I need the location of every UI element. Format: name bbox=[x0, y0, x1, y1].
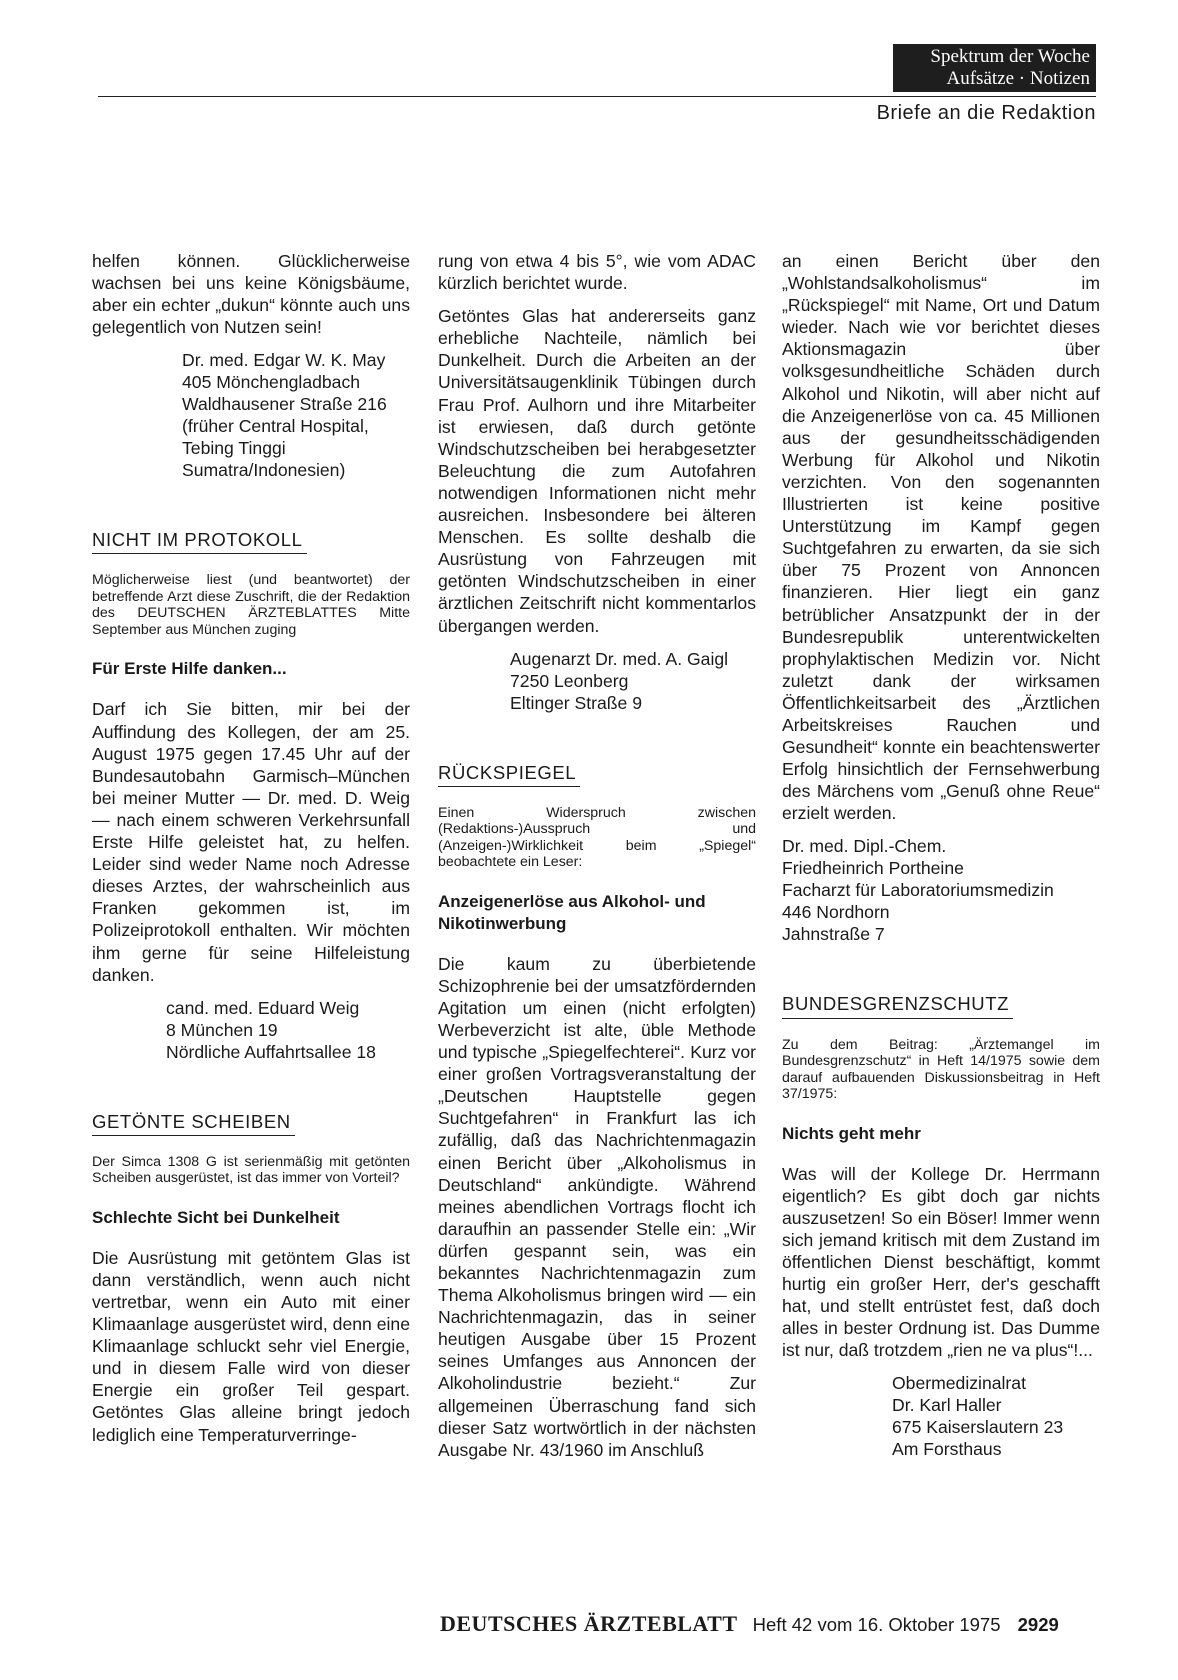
header-rule bbox=[98, 96, 1096, 97]
page-number: 2929 bbox=[1017, 1614, 1059, 1635]
signature-line: Sumatra/Indonesien) bbox=[182, 460, 346, 481]
paragraph: Was will der Kollege Dr. Herrmann eigentlich? Es gibt doch gar nichts auszusetzen! So ein Böser! Immer wenn sich jemand kritisch mit dem Zustand im öffentlichen Dienst beschäftigt, kommt hurtig ein großer Herr, der's geschafft hat, und stellt entrüstet fest, daß doch alles in bester Ordnung ist. Das Dumme ist nur, daß trotzdem „rien ne va plus“!... bbox=[782, 1163, 1100, 1361]
signature-line: cand. med. Eduard Weig bbox=[166, 997, 360, 1018]
signature-may bbox=[92, 349, 410, 481]
column-2 bbox=[438, 250, 756, 1472]
teaser: Einen Widerspruch zwischen (Redaktions-)Ausspruch und (Anzeigen-)Wirklichkeit beim „Spiegel“ beobachtete ein Leser: bbox=[438, 804, 756, 871]
signature-line: 405 Mönchengladbach bbox=[182, 372, 361, 393]
signature-line: Waldhausener Straße 216 bbox=[182, 394, 387, 415]
column-1 bbox=[92, 250, 410, 1457]
signature-portheine bbox=[782, 835, 1100, 945]
signature-line: Dr. Karl Haller bbox=[892, 1395, 1002, 1416]
signature-line: Jahnstraße 7 bbox=[782, 924, 885, 945]
rubric-bundesgrenzschutz: BUNDESGRENZSCHUTZ bbox=[782, 993, 1013, 1018]
letter-headline: Anzeigenerlöse aus Alkohol- und Nikotinwerbung bbox=[438, 891, 706, 933]
letter-headline: Schlechte Sicht bei Dunkelheit bbox=[92, 1207, 340, 1227]
paragraph: an einen Bericht über den „Wohlstandsalkoholismus“ im „Rückspiegel“ mit Name, Ort und Datum wieder. Nach wie vor berichtet dieses Aktionsmagazin über volksgesundheitliche Schäden durch Alkohol und Nikotin, will aber nicht auf die Anzeigenerlöse von ca. 45 Millionen aus der gesundheitsschädigenden Werbung für Alkohol und Nikotin verzichten. Von den sogenannten Illustrierten ist keine positive Unterstützung im Kampf gegen Suchtgefahren zu erwarten, da sie sich über 75 Prozent von Annoncen finanzieren. Hier liegt ein ganz betrüblicher Ansatzpunkt der in der Bundesrepublik unterentwickelten prophylaktischen Medizin vor. Nicht zuletzt dank der wirksamen Öffentlichkeitsarbeit des „Ärztlichen Arbeitskreises Rauchen und Gesundheit“ konnte ein beachtenswerter Erfolg hinsichtlich der Fernsehwerbung des Märchens vom „Genuß ohne Reue“ erzielt werden. bbox=[782, 251, 1100, 824]
signature-line: Nördliche Auffahrtsallee 18 bbox=[166, 1041, 376, 1062]
teaser: Der Simca 1308 G ist serienmäßig mit getönten Scheiben ausgerüstet, ist das immer von Vorteil? bbox=[92, 1153, 410, 1187]
signature-line: (früher Central Hospital, bbox=[182, 416, 369, 437]
signature-line: 7250 Leonberg bbox=[510, 670, 629, 691]
signature-line: 8 München 19 bbox=[166, 1019, 278, 1040]
column-3 bbox=[782, 250, 1100, 1472]
issue-info: Heft 42 vom 16. Oktober 1975 bbox=[752, 1614, 1001, 1635]
signature-haller bbox=[782, 1372, 1100, 1460]
signature-line: 446 Nordhorn bbox=[782, 902, 890, 923]
signature-line: Eltinger Straße 9 bbox=[510, 692, 643, 713]
header-box-line2: Aufsätze · Notizen bbox=[946, 68, 1090, 89]
rubric-nicht-im-protokoll: NICHT IM PROTOKOLL bbox=[92, 529, 307, 554]
rubric-rueckspiegel: RÜCKSPIEGEL bbox=[438, 762, 580, 787]
paragraph: rung von etwa 4 bis 5°, wie vom ADAC kürzlich berichtet wurde. bbox=[438, 251, 756, 294]
teaser: Möglicherweise liest (und beantwortet) der betreffende Arzt diese Zuschrift, die der Redaktion des DEUTSCHEN ÄRZTEBLATTES Mitte September aus München zuging bbox=[92, 572, 410, 638]
magazine-name: DEUTSCHES ÄRZTEBLATT bbox=[440, 1611, 738, 1636]
paragraph: Darf ich Sie bitten, mir bei der Auffindung des Kollegen, der am 25. August 1975 gegen 17.45 Uhr auf der Bundesautobahn Garmisch–München bei meiner Mutter — Dr. med. D. Weig — nach einem schweren Verkehrsunfall Erste Hilfe geleistet hat, zu helfen. Leider sind weder Name noch Adresse dieses Arztes, der wahrscheinlich aus Franken gekommen ist, im Polizeiprotokoll enthalten. Wir möchten ihm gerne für seine Hilfeleistung danken. bbox=[92, 699, 410, 985]
paragraph: Die Ausrüstung mit getöntem Glas ist dann verständlich, wenn auch nicht vertretbar, wenn ein Auto mit einer Klimaanlage ausgerüstet wird, denn eine Klimaanlage schluckt sehr viel Energie, und in diesem Falle wird von dieser Energie ein großer Teil gespart. Getöntes Glas alleine bringt jedoch lediglich eine Temperaturverringe- bbox=[92, 1247, 410, 1445]
signature-line: Dr. med. Edgar W. K. May bbox=[182, 350, 386, 371]
page-footer bbox=[440, 1611, 1059, 1637]
signature-line: Tebing Tinggi bbox=[182, 438, 286, 459]
signature-gaigl bbox=[438, 648, 756, 714]
signature-line: Obermedizinalrat bbox=[892, 1373, 1026, 1394]
signature-line: Friedheinrich Portheine bbox=[782, 858, 964, 879]
header-box bbox=[893, 44, 1096, 92]
letter-headline: Für Erste Hilfe danken... bbox=[92, 659, 287, 679]
signature-line: 675 Kaiserslautern 23 bbox=[892, 1417, 1064, 1438]
section-title: Briefe an die Redaktion bbox=[876, 102, 1096, 124]
signature-line: Am Forsthaus bbox=[892, 1439, 1002, 1460]
signature-weig bbox=[92, 997, 410, 1063]
paragraph: Die kaum zu überbietende Schizophrenie bei der umsatzfördernden Agitation um einen (nicht erfolgten) Werbeverzicht ist alte, üble Methode und typische „Spiegelfechterei“. Kurz vor einer großen Vortragsveranstaltung der „Deutschen Hauptstelle gegen Suchtgefahren“ in Frankfurt las ich zufällig, daß das Nachrichtenmagazin einen Bericht über „Alkoholismus in Deutschland“ ankündigte. Während meines abendlichen Vortrags flocht ich daraufhin an passender Stelle ein: „Wir dürfen gespannt sein, was ein bekanntes Nachrichtenmagazin zum Thema Alkoholismus bringen wird — ein Nachrichtenmagazin, das in seiner heutigen Ausgabe über 15 Prozent seines Umfanges aus Annoncen der Alkoholindustrie bezieht.“ Zur allgemeinen Überraschung fand sich dieser Satz wortwörtlich in der nächsten Ausgabe Nr. 43/1960 im Anschluß bbox=[438, 953, 756, 1460]
letter-headline: Nichts geht mehr bbox=[782, 1123, 921, 1143]
signature-line: Dr. med. Dipl.-Chem. bbox=[782, 836, 947, 857]
paragraph: helfen können. Glücklicherweise wachsen bei uns keine Königsbäume, aber ein echter „dukun“ könnte auch uns gelegentlich von Nutzen sein! bbox=[92, 251, 410, 338]
rubric-getoente-scheiben: GETÖNTE SCHEIBEN bbox=[92, 1111, 295, 1136]
signature-line: Augenarzt Dr. med. A. Gaigl bbox=[510, 648, 729, 669]
header-box-line1: Spektrum der Woche bbox=[930, 46, 1090, 67]
teaser: Zu dem Beitrag: „Ärztemangel im Bundesgrenzschutz“ in Heft 14/1975 sowie dem darauf aufbauenden Diskussionsbeitrag in Heft 37/1975: bbox=[782, 1036, 1100, 1103]
paragraph: Getöntes Glas hat andererseits ganz erhebliche Nachteile, nämlich bei Dunkelheit. Durch die Arbeiten an der Universitätsaugenklinik Tübingen durch Frau Prof. Aulhorn und ihre Mitarbeiter ist erwiesen, daß durch getönte Windschutzscheiben bei herabgesetzter Beleuchtung die zum Autofahren notwendigen Informationen nicht mehr ausreichen. Insbesondere bei älteren Menschen. Es sollte deshalb die Ausrüstung von Fahrzeugen mit getönten Windschutzscheiben in einer ärztlichen Zeitschrift nicht kommentarlos übergangen werden. bbox=[438, 306, 756, 636]
signature-line: Facharzt für Laboratoriumsmedizin bbox=[782, 880, 1054, 901]
